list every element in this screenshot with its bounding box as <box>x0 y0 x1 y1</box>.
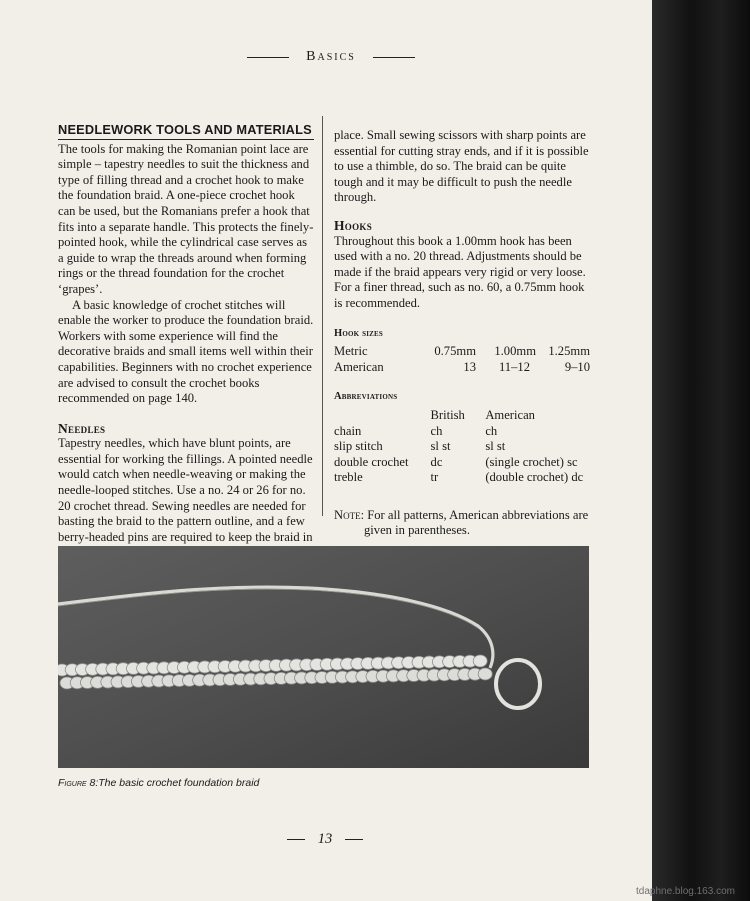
note-text-line2: given in parentheses. <box>364 523 470 538</box>
needles-heading: Needles <box>58 420 106 436</box>
hook-cell: 1.25mm <box>548 344 590 359</box>
table-header-row <box>334 408 592 424</box>
folio-rule-right <box>345 839 363 840</box>
needles-paragraph: Tapestry needles, which have blunt points, are essential for working the fillings. A pointed needle would catch when needle-weaving or making the needle-looped stitches. Use a no. 24 or 26 for no. 20 crochet thread. Sewing needles are needed for basting the braid to the pattern outline, and a few berry-headed pins are required to keep the braid in <box>58 436 313 544</box>
braid-illustration <box>58 546 589 768</box>
left-column <box>58 122 314 545</box>
scan-edge <box>652 0 750 901</box>
table-row <box>334 439 592 455</box>
figure-caption-text: The basic crochet foundation braid <box>98 777 260 789</box>
running-head <box>247 46 415 68</box>
folio-rule-left <box>287 839 305 840</box>
hook-sizes-table <box>334 344 590 375</box>
table-row <box>334 360 590 376</box>
running-head-rule-left <box>247 57 289 58</box>
running-head-rule-right <box>373 57 415 58</box>
section-title: NEEDLEWORK TOOLS AND MATERIALS <box>58 122 314 140</box>
abbr-header-cell <box>334 408 431 424</box>
abbr-cell: ch <box>430 423 443 438</box>
table-row <box>334 470 592 486</box>
table-row <box>334 344 590 360</box>
abbreviations-table <box>334 408 592 486</box>
figure-label: Figure 8: <box>58 777 99 789</box>
hook-row-label: Metric <box>334 344 368 359</box>
tools-paragraph-2: A basic knowledge of crochet stitches will enable the worker to produce the foundation braid. Workers with some experience will find the decorative braids and small items well within their capabilities. Beginners with no crochet experience are advised to consult the crochet books recommended on page 140. <box>58 297 314 406</box>
abbr-cell: slip stitch <box>334 439 383 454</box>
hooks-paragraph: Throughout this book a 1.00mm hook has been used with a no. 20 thread. Adjustments should be made if the braid appears very rigid or very loose. For a finer thread, such as no. 60, a 0.75mm hook is recommended. <box>334 233 586 310</box>
hook-row-label: American <box>334 359 384 374</box>
abbr-cell: sl st <box>430 439 451 454</box>
hook-cell: 9–10 <box>564 359 590 374</box>
page-number <box>287 829 363 849</box>
braid-loop-bottom <box>478 668 492 680</box>
hook-cell: 0.75mm <box>434 344 476 359</box>
abbr-cell: sl st <box>485 439 506 454</box>
running-head-text: Basics <box>306 49 356 64</box>
abbreviations-heading: Abbreviations <box>334 391 398 403</box>
abbr-cell: chain <box>334 423 362 438</box>
abbr-cell: treble <box>334 470 363 485</box>
photo-background <box>58 546 589 768</box>
hook-cell: 13 <box>463 359 476 374</box>
abbr-header-cell: American <box>485 407 535 422</box>
page-number-text: 13 <box>317 830 333 847</box>
abbr-cell: double crochet <box>334 454 409 469</box>
note-text-line1: For all patterns, American abbreviations are <box>367 507 589 522</box>
note <box>334 508 592 524</box>
watermark: tdaphne.blog.163.com <box>636 886 735 897</box>
abbr-header-cell: British <box>430 407 465 422</box>
braid-loop-top <box>473 655 487 667</box>
abbr-cell: ch <box>485 423 498 438</box>
abbr-cell: (single crochet) sc <box>485 454 578 469</box>
hook-cell: 1.00mm <box>494 344 536 359</box>
hook-cell: 11–12 <box>498 359 530 374</box>
tools-paragraph-1: The tools for making the Romanian point lace are simple – tapestry needles to suit the thickness and type of filling thread and a crochet hook to make the foundation braid. A one-piece crochet hook can be used, but the Romanians prefer a hook that fits into a separate handle. This protects the finely-pointed hook, while the cylindrical case serves as a guide to wrap the threads around when forming rings or the thread foundation for the crochet ‘grapes’. <box>58 141 314 296</box>
abbr-cell: (double crochet) dc <box>485 470 584 485</box>
column-divider <box>322 116 323 516</box>
table-row <box>334 455 592 471</box>
right-column <box>334 128 592 539</box>
braid-photo <box>58 546 589 768</box>
hook-sizes-heading: Hook sizes <box>334 327 383 339</box>
abbr-cell: dc <box>430 454 443 469</box>
table-row <box>334 424 592 440</box>
note-label: Note: <box>334 507 365 522</box>
figure-caption <box>58 777 259 789</box>
continuation-paragraph: place. Small sewing scissors with sharp points are essential for cutting stray ends, and if it is possible to use a thimble, do so. The braid can be quite tough and it may be difficult to push the needle through. <box>334 128 589 205</box>
abbr-cell: tr <box>430 470 439 485</box>
hooks-heading: Hooks <box>334 217 373 233</box>
